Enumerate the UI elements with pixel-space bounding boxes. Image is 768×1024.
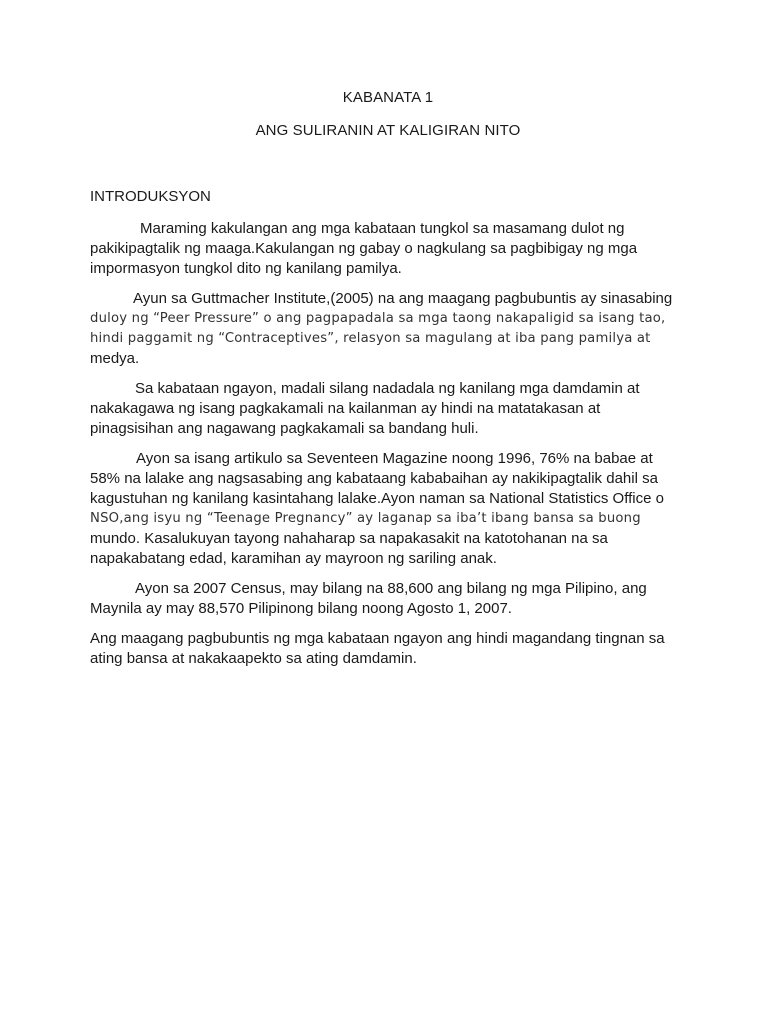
paragraph-line: ating bansa at nakakaapekto sa ating damdamin. [90, 650, 417, 667]
paragraph-line: mundo. Kasalukuyan tayong nahaharap sa napakasakit na katotohanan na sa [90, 530, 608, 547]
paragraph [90, 379, 690, 439]
chapter-title: ANG SULIRANIN AT KALIGIRAN NITO [255, 122, 521, 139]
paragraph-line: medya. [90, 350, 140, 367]
paragraph-line: Maynila ay may 88,570 Pilipinong bilang noong Agosto 1, 2007. [90, 600, 512, 617]
paragraph-line: Sa kabataan ngayon, madali silang nadadala ng kanilang mga damdamin at [135, 380, 640, 397]
paragraph-line: impormasyon tungkol dito ng kanilang pamilya. [90, 260, 402, 277]
paragraph [90, 629, 690, 669]
chapter-number: KABANATA 1 [342, 89, 434, 106]
paragraph-line: pakikipagtalik ng maaga.Kakulangan ng gabay o nagkulang sa pagbibigay ng mga [90, 240, 638, 257]
paragraph [90, 219, 690, 279]
paragraph-line: 58% na lalake ang nagsasabing ang kabataang kababaihan ay nakikipagtalik dahil sa [90, 470, 658, 487]
paragraph-line: Ayon sa 2007 Census, may bilang na 88,600 ang bilang ng mga Pilipino, ang [135, 580, 647, 597]
section-heading: INTRODUKSYON [90, 188, 211, 205]
paragraph-line: duloy ng “Peer Pressure” o ang pagpapadala sa mga taong nakapaligid sa isang tao, [90, 311, 666, 326]
paragraph-line: Ayun sa Guttmacher Institute,(2005) na ang maagang pagbubuntis ay sinasabing [133, 290, 673, 307]
paragraph-line: napakabatang edad, karamihan ay mayroon ng sariling anak. [90, 550, 497, 567]
paragraph-line: Ang maagang pagbubuntis ng mga kabataan ngayon ang hindi magandang tingnan sa [90, 630, 665, 647]
document-body [90, 219, 690, 679]
paragraph-line: nakakagawa ng isang pagkakamali na kailanman ay hindi na matatakasan at [90, 400, 601, 417]
paragraph-line: NSO,ang isyu ng “Teenage Pregnancy” ay laganap sa iba’t ibang bansa sa buong [90, 511, 641, 526]
paragraph-line: hindi paggamit ng “Contraceptives”, relasyon sa magulang at iba pang pamilya at [90, 331, 651, 346]
paragraph-line: Maraming kakulangan ang mga kabataan tungkol sa masamang dulot ng [140, 220, 625, 237]
paragraph-line: pinagsisihan ang nagawang pagkakamali sa bandang huli. [90, 420, 479, 437]
paragraph [90, 579, 690, 619]
paragraph [90, 289, 690, 369]
paragraph-line: kagustuhan ng kanilang kasintahang lalake.Ayon naman sa National Statistics Office o [90, 490, 664, 507]
paragraph-line: Ayon sa isang artikulo sa Seventeen Magazine noong 1996, 76% na babae at [136, 450, 653, 467]
paragraph [90, 449, 690, 569]
